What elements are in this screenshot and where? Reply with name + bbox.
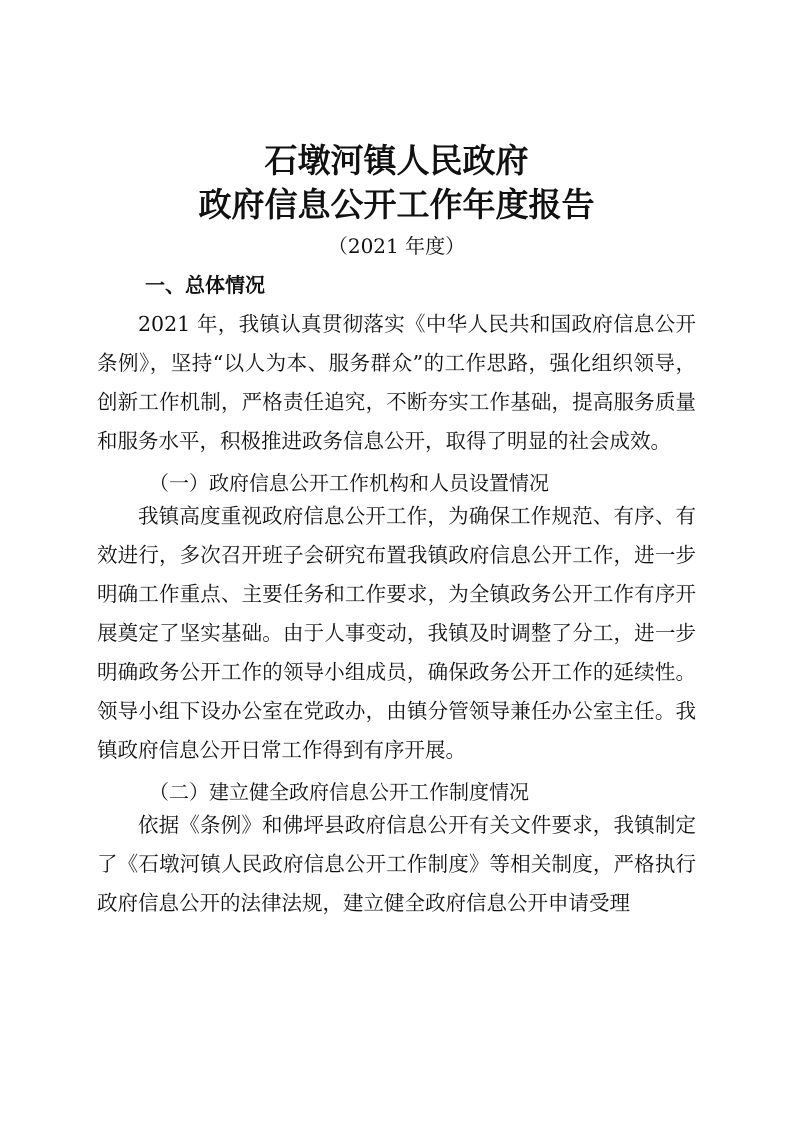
- section-heading-overview: 一、总体情况: [145, 273, 265, 297]
- subsection-heading-system: （二）建立健全政府信息公开工作制度情况: [149, 780, 529, 804]
- subsection-heading-organization: （一）政府信息公开工作机构和人员设置情况: [149, 471, 549, 495]
- document-title-line1: 石墩河镇人民政府: [264, 141, 529, 180]
- overview-paragraph: 2021 年，我镇认真贯彻落实《中华人民共和国政府信息公开条例》，坚持“以人为本、服务群众”的工作思路，强化组织领导，创新工作机制，严格责任追究，不断夯实工作基础，提高服务质量和服务水平，积极推进政务信息公开，取得了明显的社会成效。: [97, 312, 696, 453]
- organization-paragraph: 我镇高度重视政府信息公开工作，为确保工作规范、有序、有效进行，多次召开班子会研究布置我镇政府信息公开工作，进一步明确工作重点、主要任务和工作要求，为全镇政务公开工作有序开展奠定了坚实基础。由于人事变动，我镇及时调整了分工，进一步明确政务公开工作的领导小组成员，确保政务公开工作的延续性。领导小组下设办公室在党政办，由镇分管领导兼任办公室主任。我镇政府信息公开日常工作得到有序开展。: [97, 504, 696, 762]
- system-paragraph: 依据《条例》和佛坪县政府信息公开有关文件要求，我镇制定了《石墩河镇人民政府信息公开工作制度》等相关制度，严格执行政府信息公开的法律法规，建立健全政府信息公开申请受理: [97, 813, 696, 915]
- report-year: （2021 年度）: [327, 234, 466, 258]
- document-title-line2: 政府信息公开工作年度报告: [198, 185, 595, 224]
